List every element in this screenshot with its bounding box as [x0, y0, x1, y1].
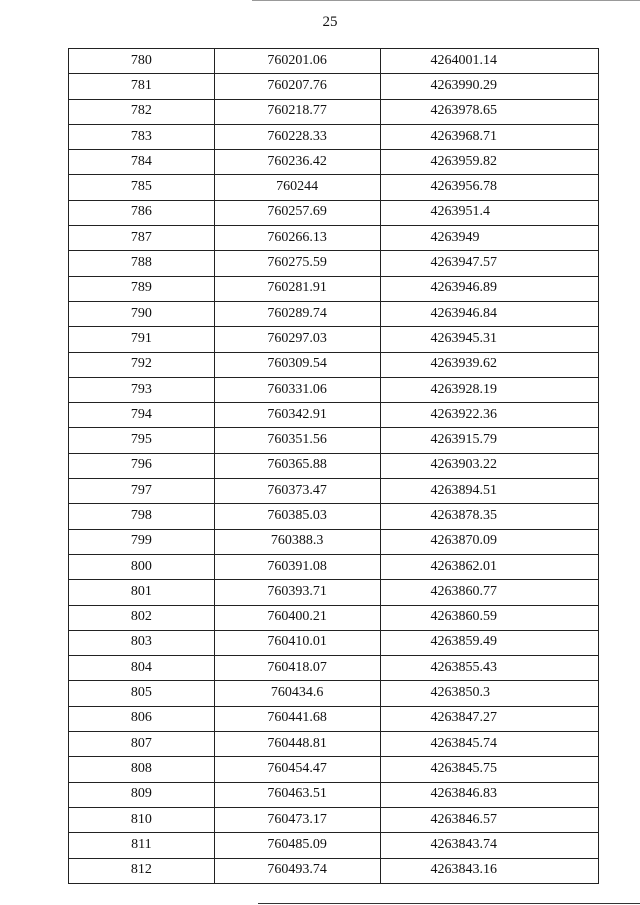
- x-coordinate-cell: 760365.88: [214, 453, 380, 478]
- point-number-cell: 788: [69, 251, 215, 276]
- x-coordinate-cell: 760342.91: [214, 403, 380, 428]
- table-row: [69, 807, 599, 832]
- x-coordinate-cell: 760441.68: [214, 706, 380, 731]
- point-number-cell: 796: [69, 453, 215, 478]
- point-number-cell: 797: [69, 479, 215, 504]
- point-number-cell: 789: [69, 276, 215, 301]
- table-row: [69, 200, 599, 225]
- table-row: [69, 706, 599, 731]
- top-edge-line: [252, 0, 640, 1]
- x-coordinate-cell: 760393.71: [214, 580, 380, 605]
- x-coordinate-cell: 760400.21: [214, 605, 380, 630]
- x-coordinate-cell: 760391.08: [214, 554, 380, 579]
- table-row: [69, 554, 599, 579]
- y-coordinate-cell: 4263946.84: [380, 301, 598, 326]
- x-coordinate-cell: 760207.76: [214, 74, 380, 99]
- y-coordinate-cell: 4263949: [380, 226, 598, 251]
- table-row: [69, 782, 599, 807]
- y-coordinate-cell: 4263859.49: [380, 630, 598, 655]
- y-coordinate-cell: 4263922.36: [380, 403, 598, 428]
- table-row: [69, 580, 599, 605]
- table-row: [69, 49, 599, 74]
- table-row: [69, 757, 599, 782]
- y-coordinate-cell: 4263946.89: [380, 276, 598, 301]
- table-row: [69, 327, 599, 352]
- y-coordinate-cell: 4263947.57: [380, 251, 598, 276]
- point-number-cell: 790: [69, 301, 215, 326]
- point-number-cell: 785: [69, 175, 215, 200]
- table-row: [69, 858, 599, 883]
- y-coordinate-cell: 4263862.01: [380, 554, 598, 579]
- table-row: [69, 403, 599, 428]
- table-row: [69, 529, 599, 554]
- y-coordinate-cell: 4263850.3: [380, 681, 598, 706]
- point-number-cell: 803: [69, 630, 215, 655]
- x-coordinate-cell: 760244: [214, 175, 380, 200]
- table-row: [69, 124, 599, 149]
- x-coordinate-cell: 760257.69: [214, 200, 380, 225]
- table-row: [69, 681, 599, 706]
- y-coordinate-cell: 4263845.75: [380, 757, 598, 782]
- point-number-cell: 787: [69, 226, 215, 251]
- y-coordinate-cell: 4263843.16: [380, 858, 598, 883]
- y-coordinate-cell: 4263855.43: [380, 656, 598, 681]
- x-coordinate-cell: 760266.13: [214, 226, 380, 251]
- x-coordinate-cell: 760201.06: [214, 49, 380, 74]
- x-coordinate-cell: 760463.51: [214, 782, 380, 807]
- x-coordinate-cell: 760473.17: [214, 807, 380, 832]
- table-row: [69, 301, 599, 326]
- point-number-cell: 795: [69, 428, 215, 453]
- point-number-cell: 798: [69, 504, 215, 529]
- point-number-cell: 799: [69, 529, 215, 554]
- point-number-cell: 807: [69, 732, 215, 757]
- x-coordinate-cell: 760228.33: [214, 124, 380, 149]
- table-row: [69, 479, 599, 504]
- y-coordinate-cell: 4263939.62: [380, 352, 598, 377]
- x-coordinate-cell: 760418.07: [214, 656, 380, 681]
- table-row: [69, 99, 599, 124]
- x-coordinate-cell: 760236.42: [214, 150, 380, 175]
- y-coordinate-cell: 4263915.79: [380, 428, 598, 453]
- coordinates-table-body: [69, 49, 599, 884]
- y-coordinate-cell: 4263878.35: [380, 504, 598, 529]
- table-row: [69, 732, 599, 757]
- table-row: [69, 453, 599, 478]
- point-number-cell: 812: [69, 858, 215, 883]
- table-row: [69, 276, 599, 301]
- point-number-cell: 806: [69, 706, 215, 731]
- x-coordinate-cell: 760218.77: [214, 99, 380, 124]
- y-coordinate-cell: 4263990.29: [380, 74, 598, 99]
- x-coordinate-cell: 760485.09: [214, 833, 380, 858]
- point-number-cell: 784: [69, 150, 215, 175]
- x-coordinate-cell: 760289.74: [214, 301, 380, 326]
- point-number-cell: 792: [69, 352, 215, 377]
- y-coordinate-cell: 4263945.31: [380, 327, 598, 352]
- point-number-cell: 805: [69, 681, 215, 706]
- x-coordinate-cell: 760351.56: [214, 428, 380, 453]
- y-coordinate-cell: 4263903.22: [380, 453, 598, 478]
- point-number-cell: 781: [69, 74, 215, 99]
- table-row: [69, 226, 599, 251]
- point-number-cell: 791: [69, 327, 215, 352]
- y-coordinate-cell: 4263951.4: [380, 200, 598, 225]
- x-coordinate-cell: 760388.3: [214, 529, 380, 554]
- x-coordinate-cell: 760373.47: [214, 479, 380, 504]
- table-row: [69, 150, 599, 175]
- table-row: [69, 428, 599, 453]
- point-number-cell: 786: [69, 200, 215, 225]
- table-row: [69, 251, 599, 276]
- point-number-cell: 808: [69, 757, 215, 782]
- y-coordinate-cell: 4263846.83: [380, 782, 598, 807]
- x-coordinate-cell: 760275.59: [214, 251, 380, 276]
- y-coordinate-cell: 4263846.57: [380, 807, 598, 832]
- table-row: [69, 656, 599, 681]
- x-coordinate-cell: 760385.03: [214, 504, 380, 529]
- page-number: 25: [322, 14, 338, 30]
- y-coordinate-cell: 4263928.19: [380, 377, 598, 402]
- bottom-edge-line: [258, 903, 640, 904]
- y-coordinate-cell: 4263968.71: [380, 124, 598, 149]
- table-row: [69, 605, 599, 630]
- y-coordinate-cell: 4263959.82: [380, 150, 598, 175]
- table-row: [69, 175, 599, 200]
- y-coordinate-cell: 4263847.27: [380, 706, 598, 731]
- point-number-cell: 794: [69, 403, 215, 428]
- y-coordinate-cell: 4263956.78: [380, 175, 598, 200]
- point-number-cell: 810: [69, 807, 215, 832]
- table-row: [69, 74, 599, 99]
- point-number-cell: 793: [69, 377, 215, 402]
- x-coordinate-cell: 760410.01: [214, 630, 380, 655]
- point-number-cell: 780: [69, 49, 215, 74]
- x-coordinate-cell: 760309.54: [214, 352, 380, 377]
- x-coordinate-cell: 760281.91: [214, 276, 380, 301]
- y-coordinate-cell: 4263870.09: [380, 529, 598, 554]
- y-coordinate-cell: 4263860.77: [380, 580, 598, 605]
- x-coordinate-cell: 760434.6: [214, 681, 380, 706]
- x-coordinate-cell: 760448.81: [214, 732, 380, 757]
- point-number-cell: 782: [69, 99, 215, 124]
- point-number-cell: 811: [69, 833, 215, 858]
- coordinates-table: [68, 48, 599, 884]
- point-number-cell: 783: [69, 124, 215, 149]
- y-coordinate-cell: 4263845.74: [380, 732, 598, 757]
- y-coordinate-cell: 4263843.74: [380, 833, 598, 858]
- point-number-cell: 804: [69, 656, 215, 681]
- y-coordinate-cell: 4263894.51: [380, 479, 598, 504]
- y-coordinate-cell: 4263860.59: [380, 605, 598, 630]
- table-row: [69, 833, 599, 858]
- point-number-cell: 800: [69, 554, 215, 579]
- y-coordinate-cell: 4263978.65: [380, 99, 598, 124]
- x-coordinate-cell: 760454.47: [214, 757, 380, 782]
- point-number-cell: 801: [69, 580, 215, 605]
- table-row: [69, 377, 599, 402]
- table-row: [69, 504, 599, 529]
- point-number-cell: 802: [69, 605, 215, 630]
- x-coordinate-cell: 760297.03: [214, 327, 380, 352]
- point-number-cell: 809: [69, 782, 215, 807]
- x-coordinate-cell: 760493.74: [214, 858, 380, 883]
- table-row: [69, 630, 599, 655]
- x-coordinate-cell: 760331.06: [214, 377, 380, 402]
- table-row: [69, 352, 599, 377]
- y-coordinate-cell: 4264001.14: [380, 49, 598, 74]
